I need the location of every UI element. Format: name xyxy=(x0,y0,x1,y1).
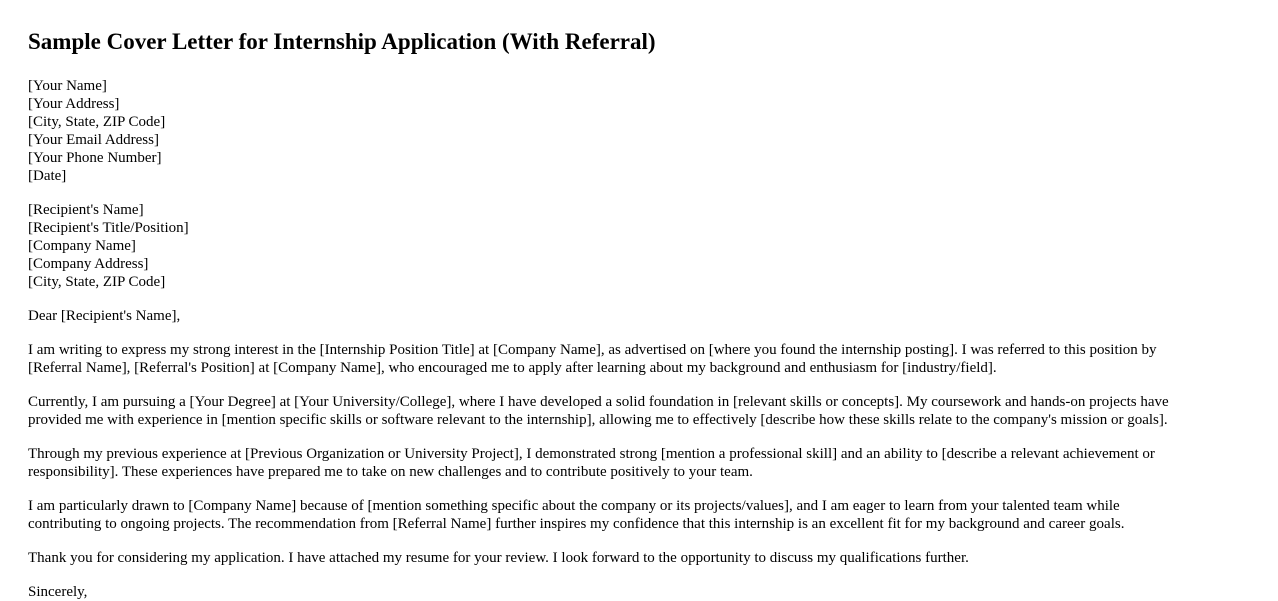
letter-date: [Date] xyxy=(28,168,67,184)
paragraph-line: I am particularly drawn to [Company Name] because of [mention something specific about the company or its projects/values], and I am eager to learn from your talented team while xyxy=(28,498,1120,514)
sender-email: [Your Email Address] xyxy=(28,132,159,148)
sender-phone: [Your Phone Number] xyxy=(28,150,162,166)
body-paragraph-2 xyxy=(28,393,1250,429)
greeting xyxy=(28,307,1250,325)
paragraph-line: [Referral Name], [Referral's Position] at [Company Name], who encouraged me to apply after learning about my background and enthusiasm for [industry/field]. xyxy=(28,360,997,376)
paragraph-line: Through my previous experience at [Previous Organization or University Project], I demonstrated strong [mention a professional skill] and an ability to [describe a relevant achievement or xyxy=(28,446,1155,462)
sender-name: [Your Name] xyxy=(28,78,107,94)
body-paragraph-5 xyxy=(28,549,1250,567)
greeting-text: Dear [Recipient's Name], xyxy=(28,308,181,324)
paragraph-line: Currently, I am pursuing a [Your Degree] at [Your University/College], where I have developed a solid foundation in [relevant skills or concepts]. My coursework and hands-on projects have xyxy=(28,394,1169,410)
body-paragraph-4 xyxy=(28,497,1250,533)
closing xyxy=(28,583,1250,601)
page-title: Sample Cover Letter for Internship Application (With Referral) xyxy=(28,29,656,54)
recipient-title: [Recipient's Title/Position] xyxy=(28,220,189,236)
paragraph-line: I am writing to express my strong interest in the [Internship Position Title] at [Company Name], as advertised on [where you found the internship posting]. I was referred to this position by xyxy=(28,342,1157,358)
sender-city-state-zip: [City, State, ZIP Code] xyxy=(28,114,166,130)
body-paragraph-1 xyxy=(28,341,1250,377)
body-paragraph-3 xyxy=(28,445,1250,481)
closing-text: Sincerely, xyxy=(28,584,88,600)
recipient-company-address: [Company Address] xyxy=(28,256,149,272)
sender-address-block xyxy=(28,77,1250,185)
paragraph-line: Thank you for considering my application. I have attached my resume for your review. I look forward to the opportunity to discuss my qualifications further. xyxy=(28,550,969,566)
paragraph-line: provided me with experience in [mention specific skills or software relevant to the internship], allowing me to effectively [describe how these skills relate to the company's mission or goals]. xyxy=(28,412,1168,428)
sender-address: [Your Address] xyxy=(28,96,120,112)
paragraph-line: responsibility]. These experiences have prepared me to take on new challenges and to contribute positively to your team. xyxy=(28,464,753,480)
recipient-name: [Recipient's Name] xyxy=(28,202,144,218)
paragraph-line: contributing to ongoing projects. The recommendation from [Referral Name] further inspires my confidence that this internship is an excellent fit for my background and career goals. xyxy=(28,516,1125,532)
recipient-company: [Company Name] xyxy=(28,238,136,254)
recipient-city-state-zip: [City, State, ZIP Code] xyxy=(28,274,166,290)
recipient-address-block xyxy=(28,201,1250,291)
